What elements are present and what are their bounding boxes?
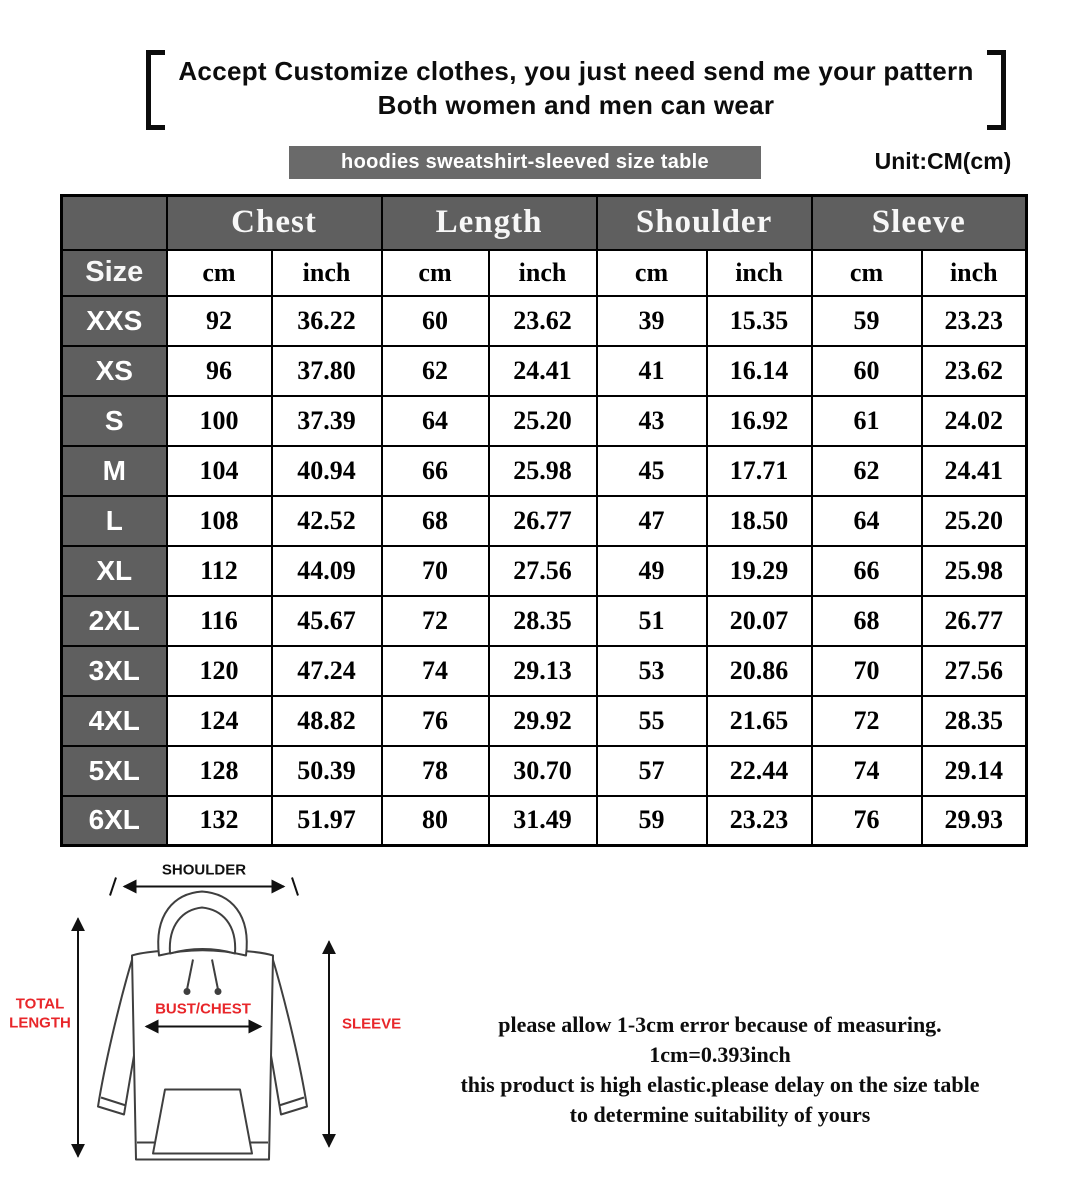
size-label: L xyxy=(62,496,167,546)
measurement-cell: 51 xyxy=(597,596,707,646)
banner-line2: Both women and men can wear xyxy=(377,90,775,120)
measurement-cell: 29.14 xyxy=(922,746,1027,796)
measurement-cell: 68 xyxy=(382,496,489,546)
measurement-cell: 30.70 xyxy=(489,746,597,796)
measurement-cell: 25.20 xyxy=(922,496,1027,546)
measurement-cell: 28.35 xyxy=(489,596,597,646)
size-label: S xyxy=(62,396,167,446)
notes-block xyxy=(420,1010,1020,1130)
banner-text xyxy=(162,50,990,130)
measurement-cell: 23.62 xyxy=(922,346,1027,396)
bust-chest-label: BUST/CHEST xyxy=(155,1000,251,1018)
measurement-cell: 70 xyxy=(812,646,922,696)
measurement-cell: 43 xyxy=(597,396,707,446)
measurement-cell: 128 xyxy=(167,746,272,796)
measurement-cell: 64 xyxy=(382,396,489,446)
measurement-cell: 20.07 xyxy=(707,596,812,646)
table-row xyxy=(62,596,1027,646)
measurement-cell: 20.86 xyxy=(707,646,812,696)
measurement-cell: 36.22 xyxy=(272,296,382,346)
measurement-cell: 27.56 xyxy=(922,646,1027,696)
measurement-cell: 23.62 xyxy=(489,296,597,346)
bracket-right-decoration xyxy=(990,50,1006,130)
shoulder-label: SHOULDER xyxy=(161,861,247,879)
measurement-cell: 22.44 xyxy=(707,746,812,796)
note-line: to determine suitability of yours xyxy=(569,1102,871,1127)
size-label: 3XL xyxy=(62,646,167,696)
measurement-cell: 132 xyxy=(167,796,272,846)
shoulder-tick-left xyxy=(110,878,116,896)
measurement-cell: 78 xyxy=(382,746,489,796)
unit-header: cm xyxy=(167,250,272,296)
measurement-cell: 27.56 xyxy=(489,546,597,596)
size-label: 4XL xyxy=(62,696,167,746)
shoulder-tick-right xyxy=(292,878,298,896)
hoodie-measurement-diagram xyxy=(6,856,446,1192)
measurement-cell: 50.39 xyxy=(272,746,382,796)
measurement-cell: 68 xyxy=(812,596,922,646)
measurement-cell: 41 xyxy=(597,346,707,396)
banner-line1: Accept Customize clothes, you just need send me your pattern xyxy=(178,56,974,86)
measurement-cell: 31.49 xyxy=(489,796,597,846)
total-length-label-line1: TOTAL xyxy=(15,995,65,1013)
total-length-label-line2: LENGTH xyxy=(9,1014,71,1032)
measurement-cell: 18.50 xyxy=(707,496,812,546)
measurement-cell: 57 xyxy=(597,746,707,796)
measurement-cell: 116 xyxy=(167,596,272,646)
measurement-cell: 76 xyxy=(382,696,489,746)
measurement-cell: 64 xyxy=(812,496,922,546)
size-label: 5XL xyxy=(62,746,167,796)
table-row xyxy=(62,746,1027,796)
measurement-cell: 74 xyxy=(382,646,489,696)
measurement-cell: 59 xyxy=(597,796,707,846)
measurement-cell: 70 xyxy=(382,546,489,596)
note-line: 1cm=0.393inch xyxy=(649,1042,791,1067)
measurement-cell: 23.23 xyxy=(922,296,1027,346)
size-label: XXS xyxy=(62,296,167,346)
measurement-cell: 66 xyxy=(382,446,489,496)
size-table-body xyxy=(62,296,1027,846)
measurement-cell: 59 xyxy=(812,296,922,346)
measurement-cell: 48.82 xyxy=(272,696,382,746)
sleeve-label: SLEEVE xyxy=(342,1015,402,1033)
measurement-cell: 24.41 xyxy=(489,346,597,396)
unit-header: cm xyxy=(812,250,922,296)
group-header-sleeve: Sleeve xyxy=(812,196,1027,250)
group-header-length: Length xyxy=(382,196,597,250)
size-label: M xyxy=(62,446,167,496)
measurement-cell: 19.29 xyxy=(707,546,812,596)
measurement-cell: 16.14 xyxy=(707,346,812,396)
measurement-cell: 37.39 xyxy=(272,396,382,446)
measurement-cell: 124 xyxy=(167,696,272,746)
size-label: XS xyxy=(62,346,167,396)
measurement-cell: 72 xyxy=(382,596,489,646)
measurement-cell: 60 xyxy=(812,346,922,396)
measurement-cell: 44.09 xyxy=(272,546,382,596)
table-title-bar: hoodies sweatshirt-sleeved size table xyxy=(289,146,761,179)
measurement-cell: 29.92 xyxy=(489,696,597,746)
measurement-cell: 96 xyxy=(167,346,272,396)
table-row xyxy=(62,796,1027,846)
note-line: please allow 1-3cm error because of measuring. xyxy=(498,1012,942,1037)
measurement-cell: 47.24 xyxy=(272,646,382,696)
unit-header: inch xyxy=(489,250,597,296)
measurement-cell: 60 xyxy=(382,296,489,346)
measurement-cell: 76 xyxy=(812,796,922,846)
table-row xyxy=(62,546,1027,596)
measurement-cell: 47 xyxy=(597,496,707,546)
measurement-cell: 45 xyxy=(597,446,707,496)
measurement-cell: 28.35 xyxy=(922,696,1027,746)
measurement-cell: 26.77 xyxy=(922,596,1027,646)
size-label: XL xyxy=(62,546,167,596)
size-label: 2XL xyxy=(62,596,167,646)
table-row xyxy=(62,496,1027,546)
measurement-cell: 55 xyxy=(597,696,707,746)
measurement-cell: 25.20 xyxy=(489,396,597,446)
measurement-cell: 29.93 xyxy=(922,796,1027,846)
group-header-row xyxy=(62,196,1027,250)
unit-label: Unit:CM(cm) xyxy=(874,148,1012,174)
measurement-cell: 24.02 xyxy=(922,396,1027,446)
measurement-cell: 80 xyxy=(382,796,489,846)
measurement-cell: 62 xyxy=(812,446,922,496)
measurement-cell: 23.23 xyxy=(707,796,812,846)
sub-header-row xyxy=(62,250,1027,296)
measurement-cell: 21.65 xyxy=(707,696,812,746)
unit-header: cm xyxy=(597,250,707,296)
measurement-cell: 51.97 xyxy=(272,796,382,846)
corner-cell xyxy=(62,196,167,250)
measurement-cell: 24.41 xyxy=(922,446,1027,496)
group-header-chest: Chest xyxy=(167,196,382,250)
measurement-cell: 25.98 xyxy=(489,446,597,496)
table-row xyxy=(62,696,1027,746)
measurement-cell: 72 xyxy=(812,696,922,746)
note-line: this product is high elastic.please delay on the size table xyxy=(460,1072,980,1097)
table-row xyxy=(62,646,1027,696)
measurement-cell: 37.80 xyxy=(272,346,382,396)
measurement-cell: 42.52 xyxy=(272,496,382,546)
bracket-left-decoration xyxy=(146,50,162,130)
table-row xyxy=(62,396,1027,446)
measurement-cell: 104 xyxy=(167,446,272,496)
measurement-cell: 100 xyxy=(167,396,272,446)
measurement-cell: 53 xyxy=(597,646,707,696)
measurement-cell: 15.35 xyxy=(707,296,812,346)
measurement-cell: 39 xyxy=(597,296,707,346)
measurement-cell: 40.94 xyxy=(272,446,382,496)
measurement-cell: 17.71 xyxy=(707,446,812,496)
measurement-cell: 74 xyxy=(812,746,922,796)
banner xyxy=(146,50,1006,130)
measurement-cell: 29.13 xyxy=(489,646,597,696)
measurement-cell: 120 xyxy=(167,646,272,696)
measurement-cell: 112 xyxy=(167,546,272,596)
table-row xyxy=(62,446,1027,496)
measurement-cell: 26.77 xyxy=(489,496,597,546)
measurement-cell: 25.98 xyxy=(922,546,1027,596)
measurement-cell: 66 xyxy=(812,546,922,596)
measurement-cell: 16.92 xyxy=(707,396,812,446)
unit-header: inch xyxy=(922,250,1027,296)
measurement-cell: 92 xyxy=(167,296,272,346)
table-row xyxy=(62,296,1027,346)
group-header-shoulder: Shoulder xyxy=(597,196,812,250)
measurement-cell: 61 xyxy=(812,396,922,446)
measurement-cell: 108 xyxy=(167,496,272,546)
size-table xyxy=(60,194,1028,847)
measurement-cell: 45.67 xyxy=(272,596,382,646)
table-row xyxy=(62,346,1027,396)
unit-header: inch xyxy=(707,250,812,296)
unit-header: cm xyxy=(382,250,489,296)
unit-header: inch xyxy=(272,250,382,296)
measurement-cell: 62 xyxy=(382,346,489,396)
size-label: 6XL xyxy=(62,796,167,846)
size-header: Size xyxy=(62,250,167,296)
measurement-cell: 49 xyxy=(597,546,707,596)
